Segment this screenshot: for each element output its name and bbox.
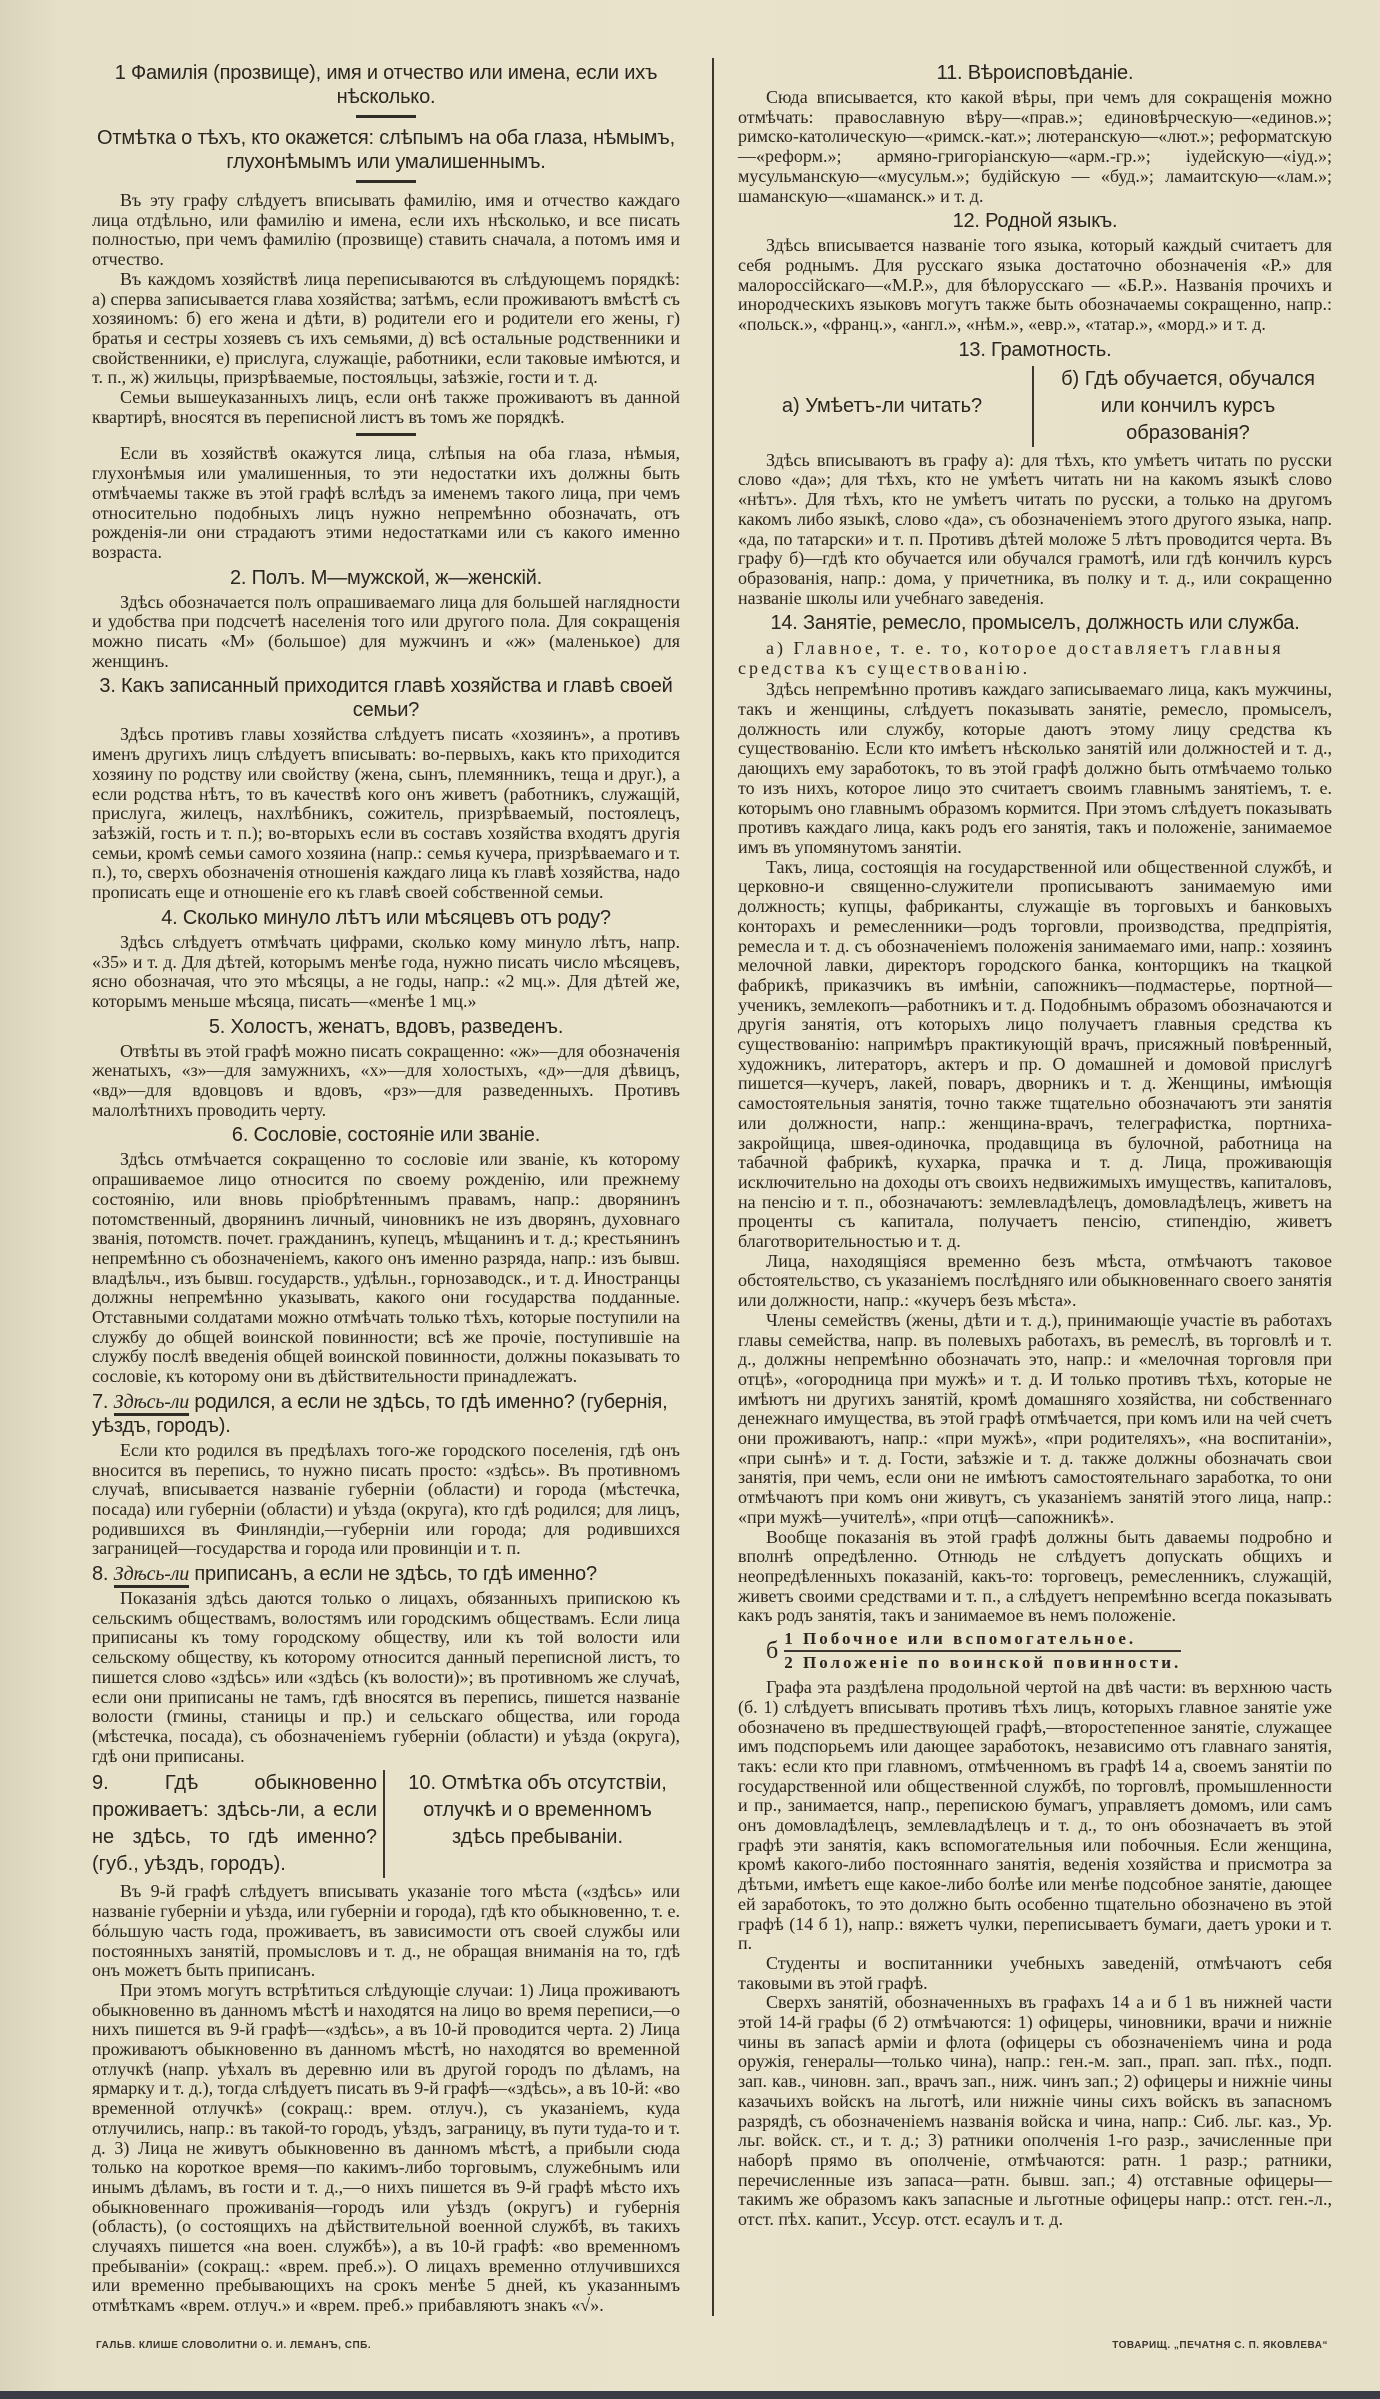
separator-rule [356, 115, 416, 118]
subheading-spaced: а) Главное, т. е. то, которое доставляетъ главныя средства къ существованію. [738, 638, 1284, 679]
split-heading [92, 1770, 680, 1878]
split-heading-right: б) Гдѣ обучается, обучался или кончилъ курсъ образованія? [1061, 367, 1315, 444]
section-heading: 14. Занятіе, ремесло, промыселъ, должность или служба. [770, 612, 1300, 635]
fraction-lines [784, 1628, 1181, 1674]
section-heading: 1 Фамилія (прозвище), имя и отчество или имена, если ихъ нѣсколько. [114, 62, 658, 108]
paragraph: Показанія здѣсь даются только о лицахъ, обязанныхъ припискою къ сельскимъ обществамъ, волостямъ или городскимъ обществамъ. Если лица приписаны къ тому городскому обществу, или къ той волости или сельскому обществу, къ которому относится данный переписной листъ, то пишется слово «здѣсь» или «здѣсь (къ волости)»; въ противномъ же случаѣ, если они приписаны не тамъ, гдѣ вносятся въ перепись, пишется названіе волости (гмины, станицы и пр.) и сельскаго общества, или города (мѣстечка, посада), съ обозначеніемъ губерніи (области) и уѣзда (округа), гдѣ они приписаны. [92, 1588, 680, 1766]
split-heading-left: а) Умѣетъ-ли читать? [738, 366, 1034, 447]
section-heading [92, 1562, 680, 1586]
section-heading: Отмѣтка о тѣхъ, кто окажется: слѣпымъ на оба глаза, нѣмымъ, глухонѣмымъ или умалишеннымъ. [97, 127, 675, 173]
paragraph: Здѣсь отмѣчается сокращенно то сословіе или званіе, къ которому опрашиваемое лицо относится по своему рожденію, или прежнему состоянію, или вновь пріобрѣтеннымъ правамъ, напр.: дворянинъ потомственный, дворянинъ личный, чиновникъ не изъ дворянъ, духовнаго званія, потомств. почет. гражданинъ, купецъ, мѣщанинъ и т. д.; крестьянинъ непремѣнно съ обозначеніемъ, какого онъ именно разряда, напр.: изъ бывш. владѣльч., изъ бывш. государств., удѣльн., горнозаводск., и т. д. Иностранцы должны непремѣнно указывать, какого они государства подданные. Отставными солдатами можно отмѣчать только тѣхъ, которые поступили на службу до общей воинской повинности; всѣ же прочіе, поступившіе на службу послѣ введенія общей воинской повинности, должны показывать то сословіе, къ которому они въ дѣйствительности принадлежатъ. [92, 1149, 680, 1387]
paragraph: Лица, находящіяся временно безъ мѣста, отмѣчаютъ таковое обстоятельство, съ указаніемъ послѣдняго или обыкновеннаго своего занятія или должности, напр.: «кучеръ безъ мѣста». [738, 1250, 1332, 1311]
section-heading: 3. Какъ записанный приходится главѣ хозяйства и главѣ своей семьи? [99, 675, 673, 722]
section-heading: 6. Сословіе, состояніе или званіе. [231, 1124, 541, 1147]
paragraph: Семьи вышеуказанныхъ лицъ, если онѣ также проживаютъ въ данной квартирѣ, вносятся въ переписной листъ въ томъ же порядкѣ. [92, 387, 680, 427]
paragraph: Сверхъ занятій, обозначенныхъ въ графахъ 14 а и б 1 въ нижней части этой 14-й графы (б 2) отмѣчаются: 1) офицеры, чиновники, врачи и нижніе чины въ запасѣ арміи и флота (офицеры съ обозначеніемъ чина и рода оружія, генералы—только чина), напр.: ген.-м. зап., прап. зап. пѣх., подп. зап. кав., чиновн. зап., врачъ зап., ниж. чинъ зап.; 2) офицеры и нижніе чины казачьихъ войскъ на льготѣ, или нижніе чины сихъ войскъ въ запасномъ разрядѣ, съ обозначеніемъ названія войска и чина, напр.: Сиб. льг. каз., Ур. льг. войск. ст., и т. д.; 3) ратники ополченія 1-го разр., зачисленные при наборѣ прямо въ ополченіе, отмѣчаются: ратн. 1 разр.; ратники, перечисленные изъ запаса—ратн. бывш. зап.; 4) отставные офицеры—такимъ же образомъ какъ запасные и льготные офицеры напр.: отст. ген.-л., отст. пѣх. капит., Уссур. отст. есаулъ и т. д. [738, 1992, 1332, 2230]
paragraph: Графа эта раздѣлена продольной чертой на двѣ части: въ верхнюю часть (б. 1) слѣдуетъ вписывать противъ тѣхъ лицъ, которыхъ главное занятіе уже обозначено въ предшествующей графѣ,—второстепенное занятіе, служащее имъ подспорьемъ или дающее заработокъ, независимо отъ главнаго занятія, такъ: если кто при главномъ, отмѣченномъ въ графѣ 14 а, своемъ занятіи по государственной или общественной службѣ, по торговлѣ, промышленности и пр., занимается, напр., перепискою бумагъ, управляетъ домомъ, или самъ онъ домовладѣлецъ, землевладѣлецъ и т. д., то онъ обозначаетъ въ этой графѣ эти занятія, какъ вспомогательныя или побочныя. Если женщина, кромѣ какого-либо постояннаго занятія, веденія хозяйства и присмотра за дѣтьми, имѣетъ еще какое-либо болѣе или менѣе подсобное занятіе, дающее ей заработокъ, то это должно быть особенно тщательно обозначено въ этой графѣ (14 б 1), напр.: вяжетъ чулки, переписываетъ бумаги, даетъ уроки и т. п. [738, 1677, 1332, 1954]
fraction-letter: б [766, 1637, 779, 1664]
columns [92, 58, 1332, 2316]
paragraph: Здѣсь слѣдуетъ отмѣчать цифрами, сколько кому минуло лѣтъ, напр. «35» и т. д. Для дѣтей, которымъ менѣе года, нужно писать число мѣсяцевъ, ясно обозначая, что это мѣсяцы, а не годы, напр.: «2 мц.». Для дѣтей же, которымъ меньше мѣсяца, писать—«менѣе 1 мц.» [92, 931, 680, 1011]
section-heading [92, 1390, 680, 1438]
section-heading: 11. Вѣроисповѣданіе. [936, 62, 1134, 84]
paragraph: Если въ хозяйствѣ окажутся лица, слѣпыя на оба глаза, нѣмыя, глухонѣмыя или умалишенныя, то эти недостатки ихъ должны быть отмѣчаемы также въ этой графѣ вслѣдъ за именемъ такого лица, при чемъ относительно подобныхъ лицъ нужно непремѣнно обозначать, отъ рожденія-ли они страдаютъ этими недостатками или съ какого именно возраста. [92, 443, 680, 562]
paragraph: Отвѣты въ этой графѣ можно писать сокращенно: «ж»—для обозначенія женатыхъ, «з»—для замужнихъ, «х»—для холостыхъ, «д»—для дѣвицъ, «вд»—для вдовцовъ и вдовъ, «рз»—для разведенныхъ. Противъ малолѣтнихъ проводить черту. [92, 1040, 680, 1120]
paragraph: Студенты и воспитанники учебныхъ заведеній, отмѣчаютъ себя таковыми въ этой графѣ. [738, 1952, 1332, 1993]
heading-number: 7. [92, 1390, 109, 1413]
section-heading: 2. Полъ. М—мужской, ж—женскій. [229, 566, 543, 589]
section-heading: 12. Родной языкъ. [952, 210, 1118, 233]
split-heading-right: 10. Отмѣтка объ отсутствіи, отлучкѣ и о временномъ здѣсь пребываніи. [408, 1772, 667, 1849]
imprint-right: ТОВАРИЩ. „ПЕЧАТНЯ С. П. ЯКОВЛЕВА“ [1112, 2339, 1328, 2351]
left-column [92, 58, 712, 2316]
footer [92, 2340, 1332, 2391]
right-column [712, 58, 1332, 2316]
paragraph: При этомъ могутъ встрѣтиться слѣдующіе случаи: 1) Лица проживаютъ обыкновенно въ данномъ мѣстѣ и находятся на лицо во время переписи,—о нихъ пишется въ 9-й графѣ—«здѣсь», а въ 10-й проводится черта. 2) Лица проживаютъ обыкновенно въ данномъ мѣстѣ, но находятся во временной отлучкѣ (напр. уѣхалъ въ деревню или въ другой городъ по дѣламъ, на ярмарку и т. д.), тогда слѣдуетъ писать въ 9-й графѣ—«здѣсь», а въ 10-й: «во временной отлучкѣ» (сокращ.: врем. отлуч.), съ указаніемъ, куда отлучились, напр.: въ такой-то городъ, уѣздъ, заграницу, въ пути туда-то и т. д. 3) Лица не живутъ обыкновенно въ данномъ мѣстѣ, а прибыли сюда только на короткое время—по какимъ-либо торговымъ, служебнымъ или инымъ дѣламъ, въ гости и т. д.,—о нихъ пишется въ 9-й графѣ мѣсто ихъ обыкновеннаго проживанія—городъ или уѣздъ (округъ) и губернія (область), (о состоящихъ на дѣйствительной военной службѣ, въ такихъ случаяхъ пишется «на воен. службѣ»), а въ 10-й графѣ: «во временномъ пребываніи» (сокращ.: «врем. преб.»). О лицахъ временно отлучившихся или временно пребывающихъ на срокъ менѣе 5 дней, къ указаннымъ отмѣткамъ «врем. отлуч.» и «врем. преб.» прибавляютъ знакъ «√». [92, 1979, 680, 2316]
paragraph: Въ каждомъ хозяйствѣ лица переписываются въ слѣдующемъ порядкѣ: а) сперва записывается глава хозяйства; затѣмъ, если проживаютъ вмѣстѣ съ хозяиномъ: б) его жена и дѣти, в) родители его и родители его жены, г) братья и сестры хозяевъ съ ихъ семьями, д) всѣ остальные родственники и свойственники, е) прислуга, служащіе, работники, если таковые имѣются, и т. п., ж) жильцы, призрѣваемые, постояльцы, заѣзжіе, гости и т. д. [92, 268, 680, 388]
imprint-left: ГАЛЬВ. КЛИШЕ СЛОВОЛИТНИ О. И. ЛЕМАНЪ, СПБ. [96, 2339, 372, 2351]
separator-rule [356, 180, 416, 183]
heading-number: 8. [92, 1563, 109, 1586]
fraction-heading [766, 1628, 1332, 1674]
split-heading-left: 9. Гдѣ обыкновенно проживаетъ: здѣсь-ли, а если не здѣсь, то гдѣ именно? (губ., уѣздъ, городъ). [92, 1770, 385, 1878]
heading-text: приписанъ, а если не здѣсь, то гдѣ именно? [194, 1563, 597, 1586]
scan-edge [0, 2391, 1380, 2399]
paragraph: Здѣсь противъ главы хозяйства слѣдуетъ писать «хозяинъ», а противъ именъ другихъ лицъ слѣдуетъ вписывать: во-первыхъ, какъ кто приходится хозяину по родству или свойству (жена, сынъ, племянникъ, теща и друг.), а если родства нѣтъ, то въ качествѣ кого онъ живетъ (работникъ, служащій, прислуга, жилецъ, нахлѣбникъ, сожитель, призрѣваемый, постоялецъ, заѣзжій, гость и т. п.); во-вторыхъ если въ составъ хозяйства входятъ другія семьи, кромѣ семьи самого хозяина (напр.: семья кучера, призрѣваемаго и т. п.), то, сверхъ обозначенія отношенія каждаго лица къ главѣ хозяйства, надо прописать еще и отношеніе его къ главѣ своей собственной семьи. [92, 724, 680, 903]
fraction-top: 1 Побочное или вспомогательное. [784, 1628, 1181, 1652]
paragraph: Такъ, лица, состоящія на государственной или общественной службѣ, и церковно-и священно-служители прописываютъ занимаемую ими должность; купцы, фабриканты, служащіе въ торговыхъ и банковыхъ конторахъ и ремесленники—родъ торговли, производства, предпріятія, ремесла и т. д. съ обозначеніемъ положенія занимаемаго ими, напр.: хозяинъ мелочной лавки, директоръ городского банка, конторщикъ на ткацкой фабрикѣ, приказчикъ въ имѣніи, сапожникъ—подмастерье, портной—ученикъ, землекопъ—работникъ и т. д. Подобнымъ образомъ обозначаются и другія занятія, отъ которыхъ лицо получаетъ главныя средства къ существованію: напримѣръ практикующій врачъ, присяжный повѣренный, художникъ, литераторъ, актеръ и пр. О домашней и домовой прислугѣ пишется—кучеръ, лакей, поваръ, дворникъ и т. д. Женщины, имѣющія самостоятельныя занятія, точно также тщательно обозначаютъ эти занятія или должности, напр.: женщина-врачъ, телеграфистка, портниха-закройщица, швея-одиночка, продавщица въ булочной, работница на табачной фабрикѣ, кухарка, прачка и т. д. Лица, проживающія исключительно на доходы отъ своихъ недвижимыхъ имуществъ, капиталовъ, на пенсію и т. п., обозначаютъ: землевладѣлецъ, домовладѣлецъ, живетъ на проценты съ капитала, получаетъ пенсію, стипендію, живетъ благотворительностью и т. д. [738, 856, 1332, 1252]
paragraph: Сюда вписывается, кто какой вѣры, при чемъ для сокращенія можно отмѣчать: православную вѣру—«прав.»; единовѣрческую—«единов.»; римско-католическую—«римск.-кат.»; лютеранскую—«лют.»; реформатскую—«реформ.»; армяно-григоріанскую—«арм.-гр.»; іудейскую—«іуд.»; мусульманскую—«мусульм.»; будійскую — «буд.»; ламаитскую—«лам.»; шаманскую—«шаманск.» и т. д. [738, 87, 1332, 206]
paragraph: Здѣсь непремѣнно противъ каждаго записываемаго лица, какъ мужчины, такъ и женщины, слѣдуетъ показывать занятіе, ремесло, промыселъ, должность или службу, которые даютъ этому лицу средства къ существованію. Если кто имѣетъ нѣсколько занятій или должностей и т. д., дающихъ ему заработокъ, то въ этой графѣ должно быть отмѣчаемо только то изъ нихъ, которое лицо это считаетъ своимъ главнымъ занятіемъ, т. е. которымъ оно главнымъ образомъ кормится. При этомъ слѣдуетъ показывать противъ каждаго лица, какъ родъ его занятія, такъ и положеніе, занимаемое имъ въ упомянутомъ занятіи. [738, 679, 1332, 857]
paragraph: Члены семействъ (жены, дѣти и т. д.), принимающіе участіе въ работахъ главы семейства, напр. въ полевыхъ работахъ, въ ремеслѣ, въ торговлѣ и т. д., должны непремѣнно обозначать это, напр.: и «мелочная торговля при отцѣ», «огородница при мужѣ» и т. д. И только противъ тѣхъ, которые не имѣютъ ни другихъ занятій, кромѣ домашняго хозяйства, ни собственнаго денежнаго имущества, въ этой графѣ отмѣчается, при комъ или на чей счетъ они проживаютъ, напр.: «при мужѣ», «при родителяхъ», «на воспитаніи», «при сынѣ» и т. д. Гости, заѣзжіе и т. д. также должны обозначать свои занятія, при чемъ, если они не имѣютъ самостоятельнаго заработка, то они отмѣчаютъ при комъ они живутъ, съ указаніемъ занятій этого лица, напр.: «при мужѣ—учителѣ», «при отцѣ—сапожникѣ». [738, 1309, 1332, 1527]
split-heading [738, 366, 1332, 447]
heading-underlined-word: Здѣсь-ли [114, 1563, 189, 1588]
paragraph: Въ эту графу слѣдуетъ вписывать фамилію, имя и отчество каждаго лица отдѣльно, или фамилію и имена, если ихъ нѣсколько, и все писать полностью, при чемъ фамилію (прозвище) ставить сначала, а потомъ имя и отчество. [92, 190, 680, 270]
section-heading: 13. Грамотность. [958, 338, 1112, 361]
fraction-bottom: 2 Положеніе по воинской повинности. [784, 1653, 1182, 1673]
paragraph: Въ 9-й графѣ слѣдуетъ вписывать указаніе того мѣста («здѣсь» или названіе губерніи и уѣзда, или губерніи и города), гдѣ кто обыкновенно, т. е. бóльшую часть года, проживаетъ, въ зависимости отъ своей службы или постоянныхъ занятій, промысловъ и т. д., не обращая вниманія на то, гдѣ онъ можетъ быть приписанъ. [92, 1881, 680, 1981]
paragraph: Здѣсь обозначается полъ опрашиваемаго лица для большей наглядности и удобства при подсчетѣ населенія того или другого пола. Для сокращенія можно писать «М» (большое) для мужчинъ и «ж» (маленькое) для женщинъ. [92, 591, 680, 671]
separator-rule [356, 433, 416, 436]
paragraph: Вообще показанія въ этой графѣ должны быть даваемы подробно и вполнѣ опредѣленно. Отнюдь не слѣдуетъ допускать общихъ и неопредѣленныхъ показаній, какъ-то: торговецъ, ремесленникъ, служащій, живетъ своими средствами и т. п., а слѣдуетъ непремѣнно всегда показывать какъ родъ занятія, такъ и занимаемое въ немъ положеніе. [738, 1526, 1332, 1626]
paragraph: Если кто родился въ предѣлахъ того-же городского поселенія, гдѣ онъ вносится въ перепись, то нужно писать просто: «здѣсь». Въ противномъ случаѣ, вписывается названіе губерніи (области) и города (мѣстечка, посада) или губерніи (области) и уѣзда (округа), кто гдѣ родился; для лицъ, родившихся въ Финляндіи,—губерніи или города; для родившихся заграницей—государства и города или провинціи и т. п. [92, 1439, 680, 1559]
heading-underlined-word: Здѣсь-ли [114, 1391, 189, 1416]
paragraph: Здѣсь вписывается названіе того языка, который каждый считаетъ для себя роднымъ. Для русскаго языка достаточно обозначенія «Р.» для малороссійскаго—«М.Р.», для бѣлорусскаго — «Б.Р.». Названія прочихъ и инородческихъ языковъ могутъ также быть обозначаемы сокращенно, напр.: «польск.», «франц.», «англ.», «нѣм.», «евр.», «татар.», «морд.» и т. д. [738, 235, 1332, 335]
paragraph: Здѣсь вписываютъ въ графу а): для тѣхъ, кто умѣетъ читать по русски слово «да»; для тѣхъ, кто не умѣетъ читать ни на какомъ языкѣ слово «нѣтъ». Для тѣхъ, кто не умѣетъ читать по русски, а только на другомъ какомъ либо языкѣ, слово «да», съ обозначеніемъ этого другого языка, напр. «да, по татарски» и т. п. Противъ дѣтей моложе 5 лѣтъ проводится черта. Въ графу б)—гдѣ кто обучается или обучался грамотѣ, или гдѣ кончилъ курсъ образованія, напр.: дома, у причетника, въ полку и т. д., или сокращенно названіе школы или учебнаго заведенія. [738, 449, 1332, 608]
heading-text: родился, а если не здѣсь, то гдѣ именно? (губернія, уѣздъ, городъ). [92, 1390, 668, 1437]
section-heading: 5. Холостъ, женатъ, вдовъ, разведенъ. [208, 1015, 564, 1038]
section-heading: 4. Сколько минуло лѣтъ или мѣсяцевъ отъ роду? [161, 906, 611, 929]
